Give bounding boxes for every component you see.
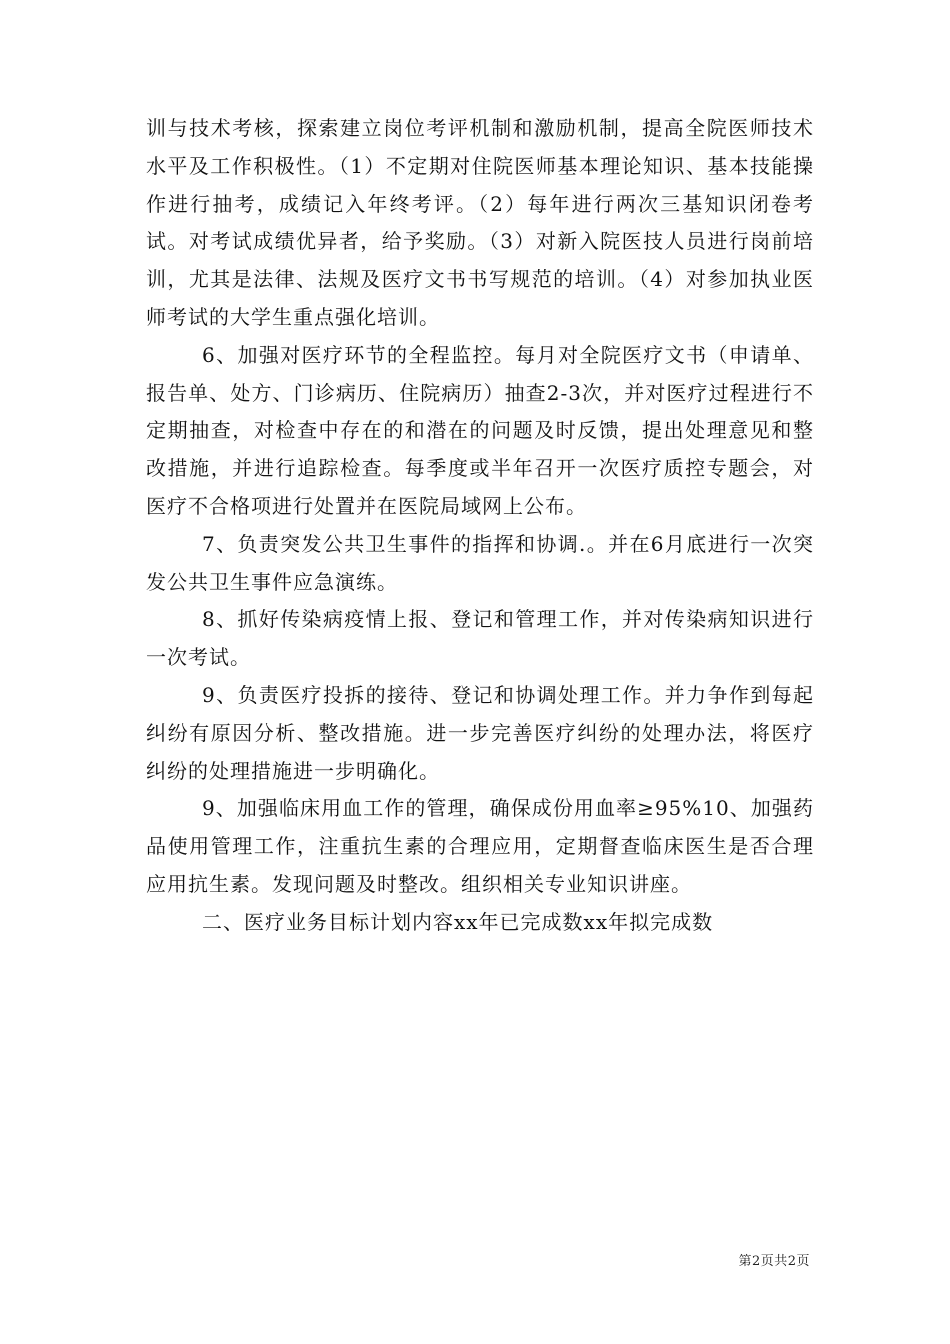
paragraph-item-9a: 9、负责医疗投拆的接待、登记和协调处理工作。并力争作到每起纠纷有原因分析、整改措施。进一步完善医疗纠纷的处理办法，将医疗纠纷的处理措施进一步明确化。 [146,682,814,783]
section-heading: 二、医疗业务目标计划内容xx年已完成数xx年拟完成数 [202,909,714,934]
paragraph-item-6: 6、加强对医疗环节的全程监控。每月对全院医疗文书（申请单、报告单、处方、门诊病历、住院病历）抽查2-3次，并对医疗过程进行不定期抽查，对检查中存在的和潜在的问题及时反馈，提出处理意见和整改措施，并进行追踪检查。每季度或半年召开一次医疗质控专题会，对医疗不合格项进行处置并在医院局域网上公布。 [146,342,814,518]
paragraph-training: 训与技术考核，探索建立岗位考评机制和激励机制，提高全院医师技术水平及工作积极性。（1）不定期对住院医师基本理论知识、基本技能操作进行抽考，成绩记入年终考评。（2）每年进行两次三基知识闭卷考试。对考试成绩优异者，给予奖励。（3）对新入院医技人员进行岗前培训，尤其是法律、法规及医疗文书书写规范的培训。（4）对参加执业医师考试的大学生重点强化培训。 [146,116,814,329]
paragraph-item-8: 8、抓好传染病疫情上报、登记和管理工作，并对传染病知识进行一次考试。 [146,607,814,670]
paragraph-item-9b: 9、加强临床用血工作的管理，确保成份用血率≥95%10、加强药品使用管理工作，注重抗生素的合理应用，定期督查临床医生是否合理应用抗生素。发现问题及时整改。组织相关专业知识讲座。 [146,796,814,896]
page-number-footer: 第2页共2页 [738,1254,810,1269]
paragraph-item-7: 7、负责突发公共卫生事件的指挥和协调.。并在6月底进行一次突发公共卫生事件应急演练。 [146,531,814,594]
document-body [146,110,814,942]
